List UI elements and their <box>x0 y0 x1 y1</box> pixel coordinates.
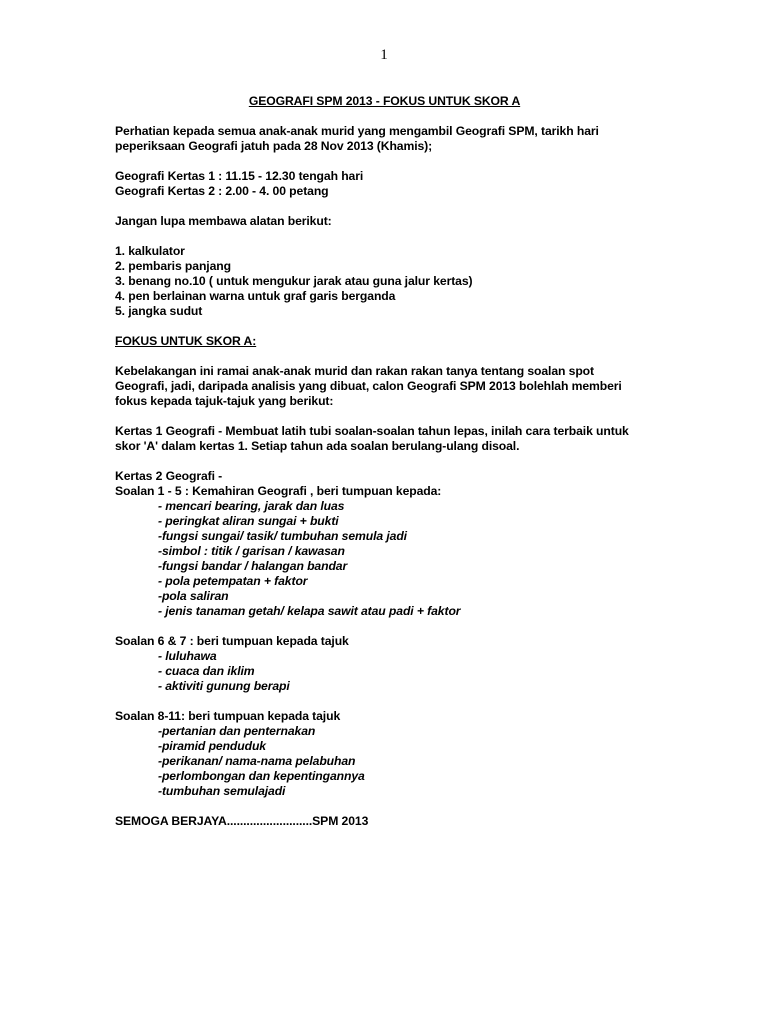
tool-item: 5. jangka sudut <box>115 304 203 318</box>
soalan1-5-item: - mencari bearing, jarak dan luas <box>158 499 345 513</box>
schedule-kertas-1: Geografi Kertas 1 : 11.15 - 12.30 tengah hari <box>115 169 364 183</box>
soalan6-7-item: - luluhawa <box>158 649 217 663</box>
soalan1-5-heading: Soalan 1 - 5 : Kemahiran Geografi , beri tumpuan kepada: <box>115 484 442 498</box>
page-number: 1 <box>380 47 388 63</box>
soalan1-5-item: -simbol : titik / garisan / kawasan <box>158 544 345 558</box>
focus-intro-line: Geografi, jadi, daripada analisis yang dibuat, calon Geografi SPM 2013 bolehlah memberi <box>115 379 622 393</box>
document-body <box>115 94 715 829</box>
tool-item: 1. kalkulator <box>115 244 185 258</box>
kertas1-line: Kertas 1 Geografi - Membuat latih tubi soalan-soalan tahun lepas, inilah cara terbaik untuk <box>115 424 629 438</box>
soalan6-7-item: - cuaca dan iklim <box>158 664 255 678</box>
focus-intro-line: Kebelakangan ini ramai anak-anak murid dan rakan rakan tanya tentang soalan spot <box>115 364 594 378</box>
intro-line-2: peperiksaan Geografi jatuh pada 28 Nov 2013 (Khamis); <box>115 139 433 153</box>
kertas2-heading: Kertas 2 Geografi - <box>115 469 223 483</box>
tool-item: 4. pen berlainan warna untuk graf garis berganda <box>115 289 396 303</box>
soalan1-5-item: -fungsi bandar / halangan bandar <box>158 559 348 573</box>
closing-line: SEMOGA BERJAYA..........................SPM 2013 <box>115 814 369 828</box>
focus-intro-line: fokus kepada tajuk-tajuk yang berikut: <box>115 394 334 408</box>
soalan6-7-heading: Soalan 6 & 7 : beri tumpuan kepada tajuk <box>115 634 349 648</box>
soalan8-11-item: -piramid penduduk <box>158 739 266 753</box>
soalan8-11-item: -pertanian dan penternakan <box>158 724 316 738</box>
schedule-kertas-2: Geografi Kertas 2 : 2.00 - 4. 00 petang <box>115 184 329 198</box>
focus-heading: FOKUS UNTUK SKOR A: <box>115 334 257 348</box>
document-title: GEOGRAFI SPM 2013 - FOKUS UNTUK SKOR A <box>248 94 521 108</box>
tool-item: 2. pembaris panjang <box>115 259 231 273</box>
intro-line-1: Perhatian kepada semua anak-anak murid yang mengambil Geografi SPM, tarikh hari <box>115 124 599 138</box>
soalan8-11-item: -tumbuhan semulajadi <box>158 784 286 798</box>
kertas1-line: skor 'A' dalam kertas 1. Setiap tahun ada soalan berulang-ulang disoal. <box>115 439 520 453</box>
soalan1-5-item: -fungsi sungai/ tasik/ tumbuhan semula jadi <box>158 529 407 543</box>
tools-heading: Jangan lupa membawa alatan berikut: <box>115 214 332 228</box>
soalan8-11-item: -perlombongan dan kepentingannya <box>158 769 365 783</box>
soalan8-11-item: -perikanan/ nama-nama pelabuhan <box>158 754 356 768</box>
soalan1-5-item: - jenis tanaman getah/ kelapa sawit atau padi + faktor <box>158 604 461 618</box>
soalan1-5-item: -pola saliran <box>158 589 229 603</box>
tool-item: 3. benang no.10 ( untuk mengukur jarak atau guna jalur kertas) <box>115 274 473 288</box>
soalan1-5-item: - pola petempatan + faktor <box>158 574 308 588</box>
soalan1-5-item: - peringkat aliran sungai + bukti <box>158 514 339 528</box>
soalan6-7-item: - aktiviti gunung berapi <box>158 679 290 693</box>
soalan8-11-heading: Soalan 8-11: beri tumpuan kepada tajuk <box>115 709 341 723</box>
